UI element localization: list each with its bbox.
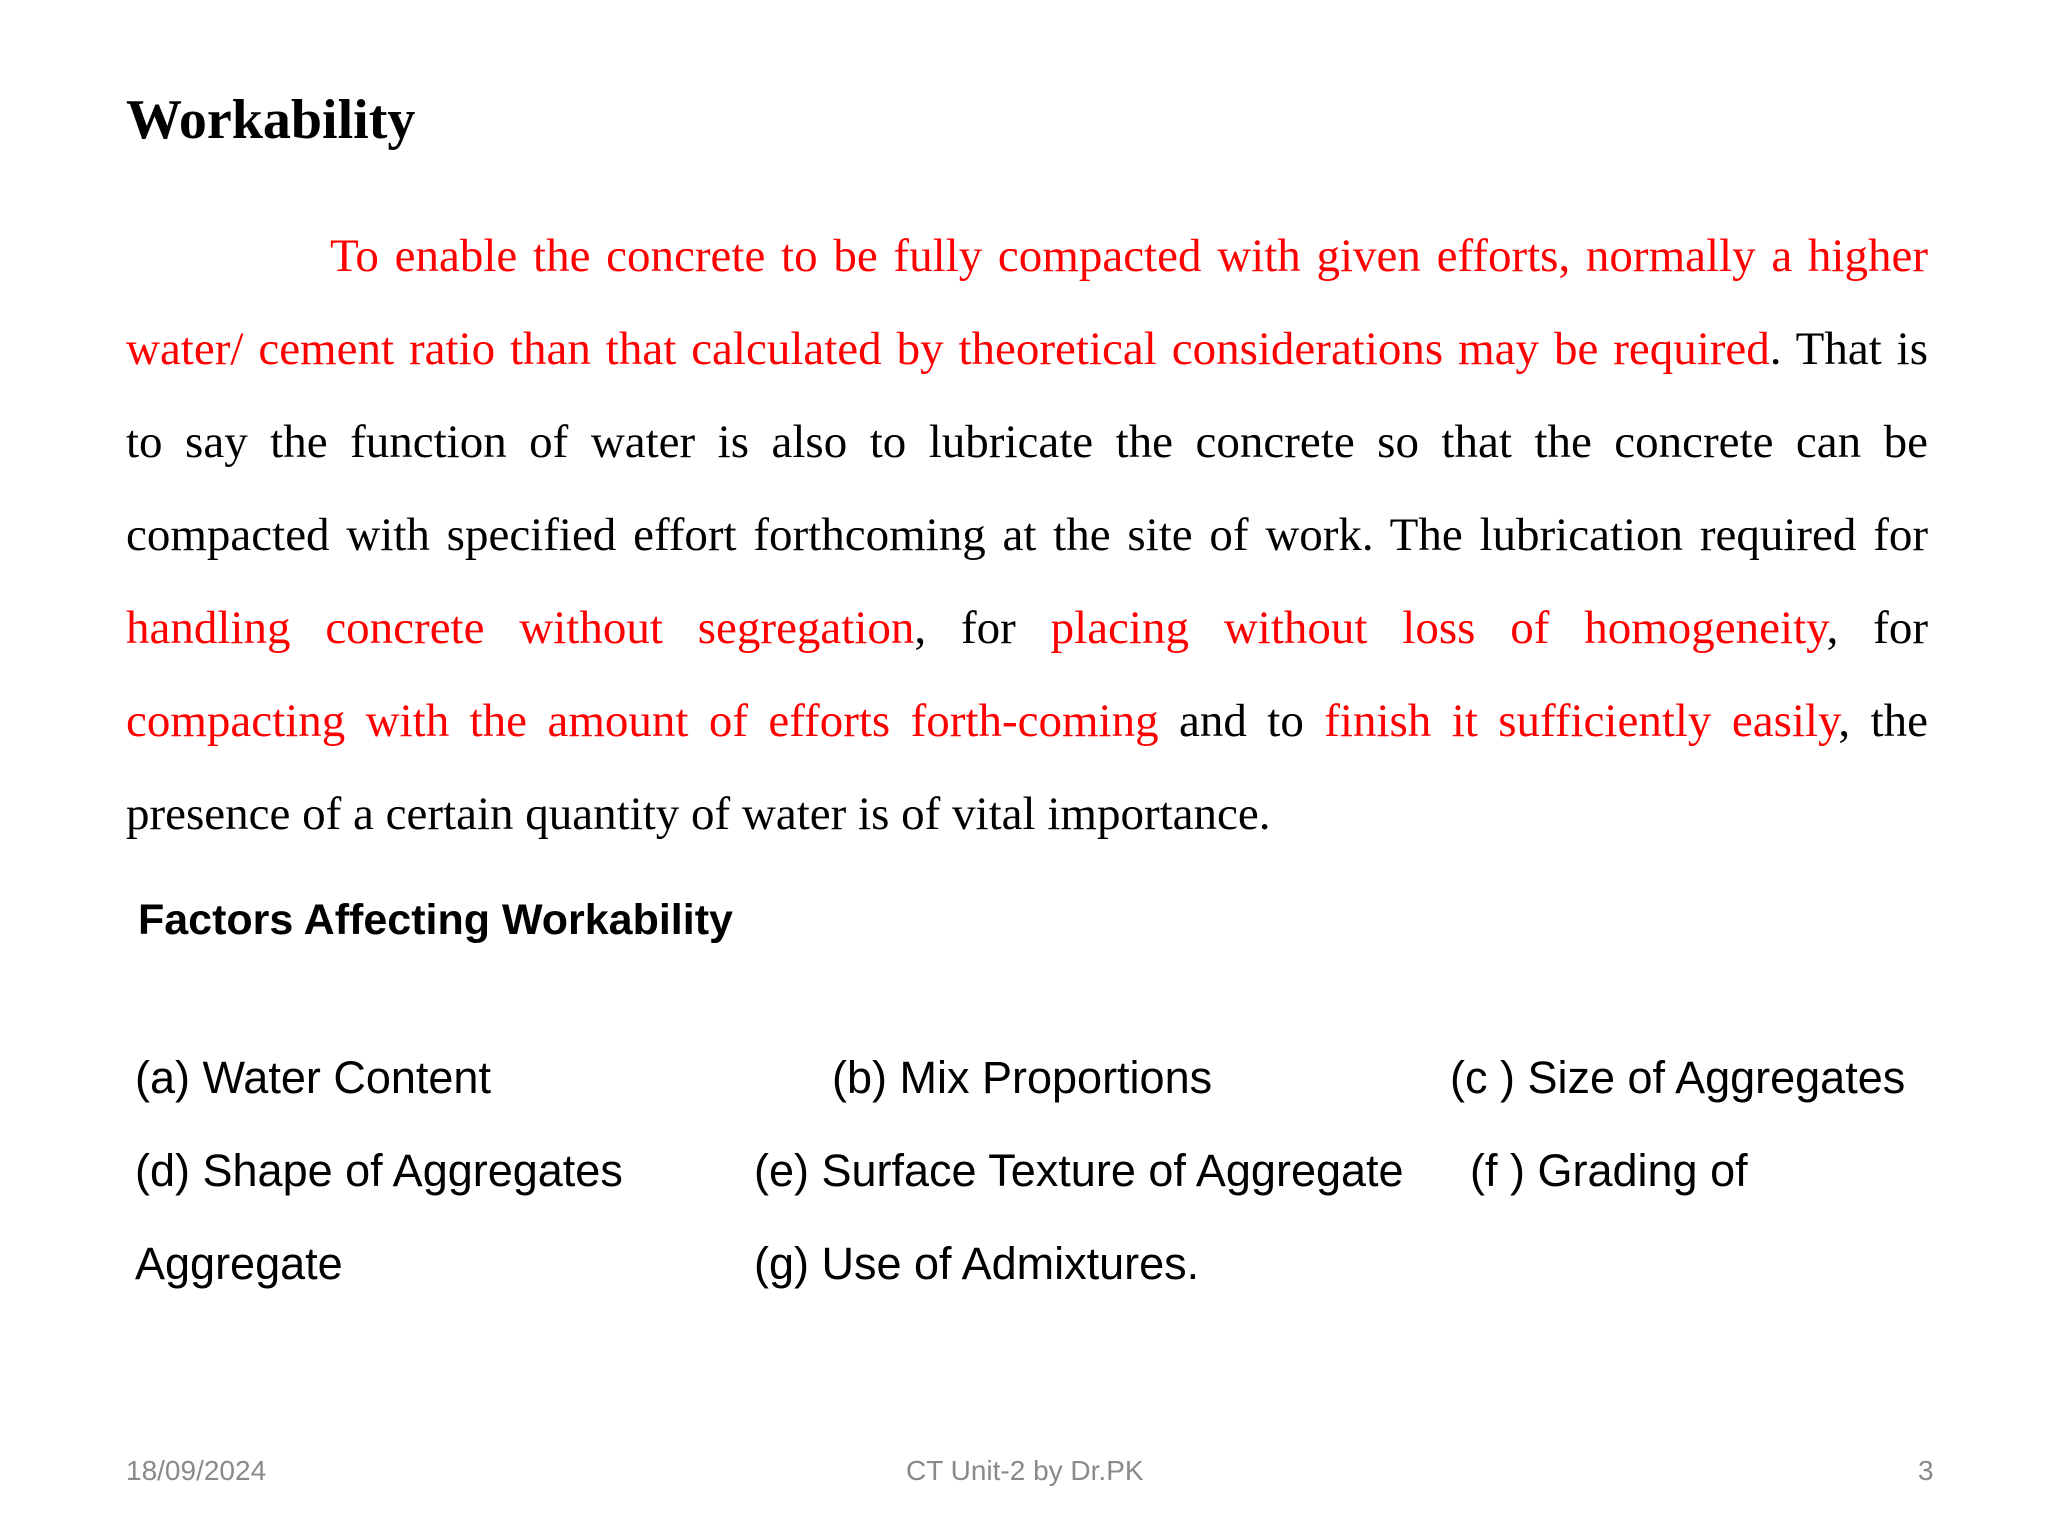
paragraph-segment-10: , the presence of a certain quantity of water is of vital importance. xyxy=(126,695,1928,840)
factor-f: (f ) Grading of xyxy=(1470,1145,1748,1196)
factor-f-continued: Aggregate xyxy=(135,1238,343,1289)
factor-a: (a) Water Content xyxy=(135,1052,491,1103)
factor-c: (c ) Size of Aggregates xyxy=(1450,1052,1906,1103)
slide-title: Workability xyxy=(126,89,416,151)
paragraph-segment-5: placing without loss of homogeneity xyxy=(1050,602,1827,654)
paragraph-segment-3: handling concrete without segregation xyxy=(126,602,915,654)
paragraph-segment-7: compacting with the amount of efforts forth-coming xyxy=(126,695,1159,747)
footer-date: 18/09/2024 xyxy=(126,1455,267,1486)
paragraph-segment-9: finish it sufficiently easily xyxy=(1324,695,1839,747)
paragraph-segment-2: . That is to say the function of water is also to lubricate the concrete so that the concrete can be compacted with specified effort forthcoming at the site of work. The lubrication required for xyxy=(126,323,1928,561)
footer-title: CT Unit-2 by Dr.PK xyxy=(906,1455,1144,1486)
paragraph-segment-8: and to xyxy=(1158,695,1325,747)
paragraph-segment-4: , for xyxy=(914,602,1051,654)
factor-g: (g) Use of Admixtures. xyxy=(754,1238,1200,1289)
factor-e: (e) Surface Texture of Aggregate xyxy=(754,1145,1404,1196)
footer-page-number: 3 xyxy=(1918,1455,1934,1486)
workability-paragraph xyxy=(126,210,1928,861)
factors-heading: Factors Affecting Workability xyxy=(138,896,733,944)
paragraph-segment-6: , for xyxy=(1826,602,1928,654)
factor-d: (d) Shape of Aggregates xyxy=(135,1145,623,1196)
factor-b: (b) Mix Proportions xyxy=(832,1052,1213,1103)
paragraph-segment-1: To enable the concrete to be fully compacted with given efforts, normally a higher water/ cement ratio than that calculated by theoretical considerations may be required xyxy=(126,230,1928,375)
